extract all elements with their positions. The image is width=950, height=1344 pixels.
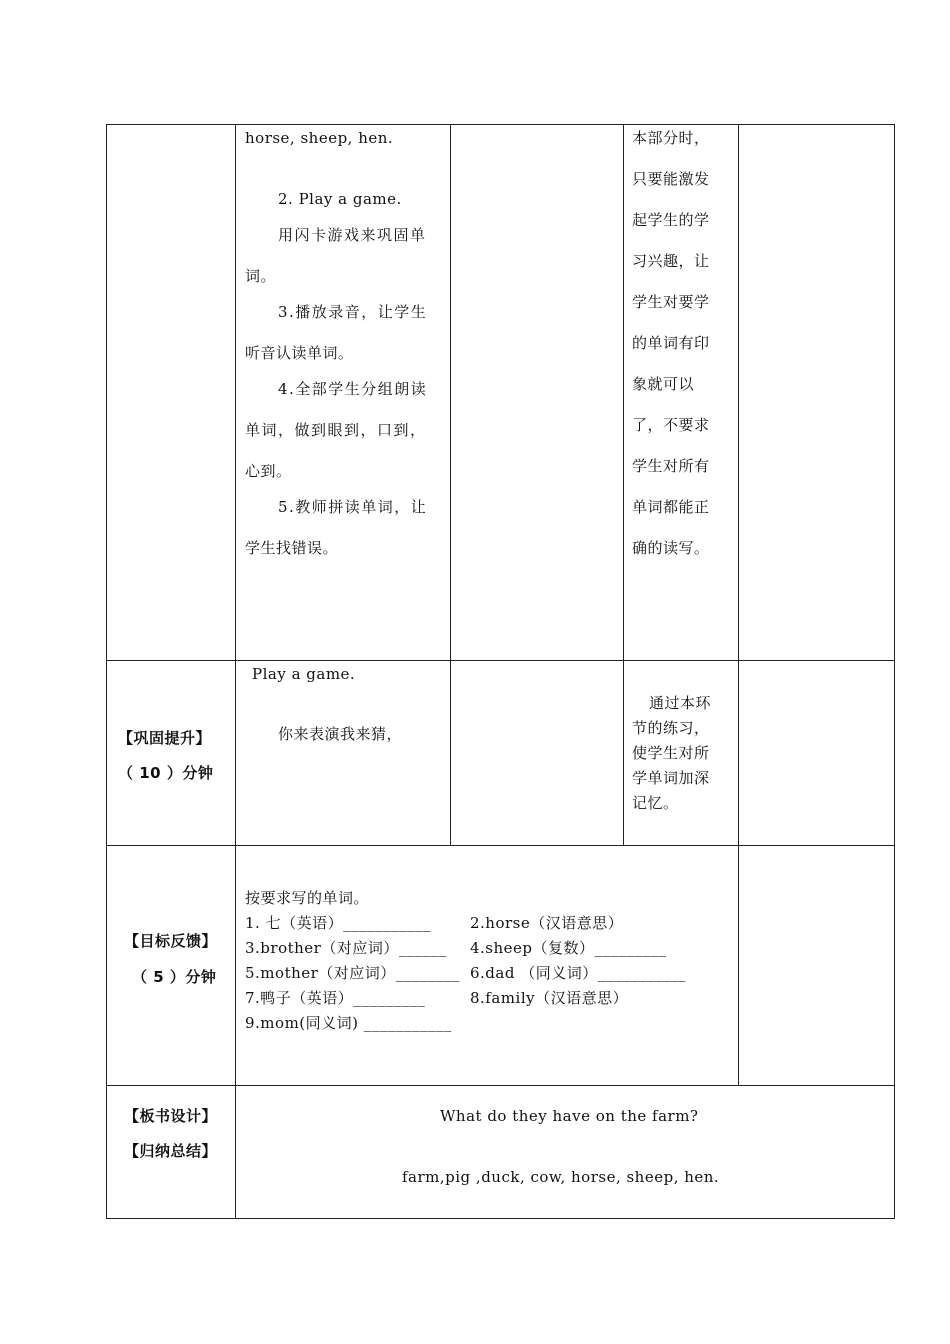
note-line: 只要能激发 <box>632 170 710 188</box>
note-line: 象就可以 <box>632 375 695 393</box>
note-line: 习兴趣，让 <box>632 252 710 270</box>
activity-line: 词。 <box>245 267 277 285</box>
activity-line: 学生找错误。 <box>245 539 339 557</box>
table-border-left <box>106 124 107 1219</box>
note-line: 使学生对所 <box>632 744 710 762</box>
activity-line: Play a game. <box>252 665 356 683</box>
activity-line: 心到。 <box>245 462 292 480</box>
board-title: What do they have on the farm? <box>440 1107 699 1125</box>
exercise-item: 7.鸭子（英语）_________ <box>245 989 426 1007</box>
activity-line: 3.播放录音，让学生 <box>278 303 428 321</box>
section-label-summary: 【归纳总结】 <box>124 1142 218 1160</box>
note-line: 了，不要求 <box>632 416 710 434</box>
exercise-item: 1. 七（英语）___________ <box>245 914 432 932</box>
row-divider-2 <box>106 845 895 846</box>
note-line: 学生对所有 <box>632 457 710 475</box>
column-divider-3 <box>623 124 624 846</box>
activity-line: 4.全部学生分组朗读 <box>278 380 428 398</box>
exercise-item: 2.horse（汉语意思） <box>470 914 624 932</box>
row-divider-3 <box>106 1085 895 1086</box>
column-divider-4 <box>738 124 739 1086</box>
column-divider-2 <box>450 124 451 846</box>
section-time: （ 10 ）分钟 <box>118 764 214 782</box>
activity-line: 5.教师拼读单词，让 <box>278 498 428 516</box>
exercise-item: 9.mom(同义词) ___________ <box>245 1014 452 1032</box>
exercise-item: 4.sheep（复数）_________ <box>470 939 667 957</box>
exercise-item: 6.dad （同义词）___________ <box>470 964 686 982</box>
section-label-board-design: 【板书设计】 <box>124 1107 218 1125</box>
column-divider-1 <box>235 124 236 1219</box>
activity-line: 2. Play a game. <box>278 190 402 208</box>
note-line: 节的练习， <box>632 719 710 737</box>
note-line: 确的读写。 <box>632 539 710 557</box>
note-line: 学生对要学 <box>632 293 710 311</box>
section-label-consolidate: 【巩固提升】 <box>118 729 212 747</box>
note-line: 的单词有印 <box>632 334 710 352</box>
note-line: 本部分时， <box>632 129 710 147</box>
activity-line: 你来表演我来猜， <box>278 725 403 743</box>
table-border-bottom <box>106 1218 895 1219</box>
activity-line: horse, sheep, hen. <box>245 129 394 147</box>
note-line: 起学生的学 <box>632 211 710 229</box>
table-border-right <box>894 124 895 1219</box>
activity-line: 听音认读单词。 <box>245 344 354 362</box>
exercise-intro: 按要求写的单词。 <box>245 889 370 907</box>
exercise-item: 3.brother（对应词）______ <box>245 939 447 957</box>
activity-line: 单词，做到眼到，口到， <box>245 421 427 439</box>
exercise-item: 8.family（汉语意思） <box>470 989 629 1007</box>
exercise-item: 5.mother（对应词）________ <box>245 964 460 982</box>
note-line: 记忆。 <box>632 794 679 812</box>
activity-line: 用闪卡游戏来巩固单 <box>278 226 427 244</box>
section-label-feedback: 【目标反馈】 <box>124 932 218 950</box>
note-line: 通过本环 <box>649 694 712 712</box>
section-time: （ 5 ）分钟 <box>132 968 217 986</box>
note-line: 单词都能正 <box>632 498 710 516</box>
table-border-top <box>106 124 895 125</box>
row-divider-1 <box>106 660 895 661</box>
note-line: 学单词加深 <box>632 769 710 787</box>
board-words: farm,pig ,duck, cow, horse, sheep, hen. <box>402 1168 720 1186</box>
